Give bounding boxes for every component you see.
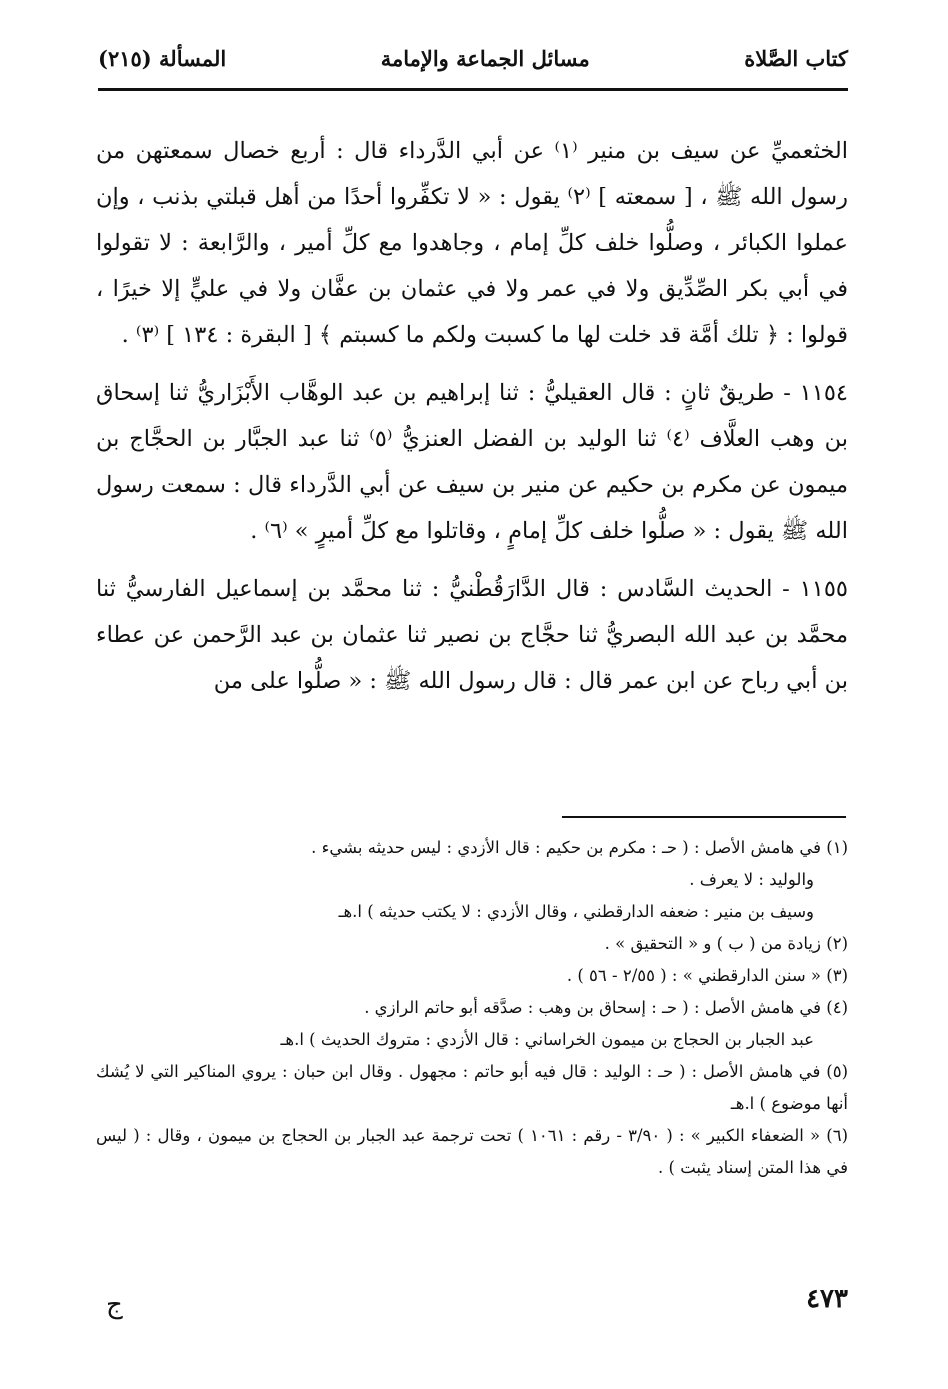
footnote-1-continued: والوليد : لا يعرف .	[689, 870, 814, 889]
footnotes	[96, 832, 848, 1184]
main-text	[96, 128, 848, 716]
header-rule	[98, 88, 848, 91]
paragraph-hadith-1154: ١١٥٤ - طريقٌ ثانٍ : قال العقيليُّ : ثنا إبراهيم بن عبد الوهَّاب الأَبْزَاريُّ ثنا إسحاق بن وهب العلَّاف ⁽٤⁾ ثنا الوليد بن الفضل العنزيُّ ⁽٥⁾ ثنا عبد الجبَّار بن الحجَّاج بن ميمون عن مكرم بن حكيم عن منير بن سيف عن أبي الدَّرداء قال : سمعت رسول الله ﷺ يقول : « صلُّوا خلف كلِّ إمامٍ ، وقاتلوا مع كلِّ أميرٍ » ⁽٦⁾ .	[96, 380, 848, 544]
question-label: المسألة (٢١٥)	[98, 45, 227, 71]
footnote-1: (١) في هامش الأصل : ( حـ : مكرم بن حكيم : قال الأزدي : ليس حديثه بشيء .	[311, 838, 848, 857]
paragraph-continuation: الخثعميِّ عن سيف بن منير ⁽١⁾ عن أبي الدَّرداء قال : أربع خصال سمعتهن من رسول الله ﷺ ، [ سمعته ] ⁽٢⁾ يقول : « لا تكفِّروا أحدًا من أهل قبلتي بذنب ، وإن عملوا الكبائر ، وصلُّوا خلف كلِّ إمام ، وجاهدوا مع كلِّ أمير ، والرَّابعة : لا تقولوا في أبي بكر الصِّدِّيق ولا في عمر ولا في عثمان بن عفَّان ولا في عليٍّ إلا خيرًا ، قولوا : ﴿ تلك أمَّة قد خلت لها ما كسبت ولكم ما كسبتم ﴾ [ البقرة : ١٣٤ ] ⁽٣⁾ .	[96, 138, 849, 348]
page-number: ٤٧٣	[806, 1284, 848, 1314]
footnote-1-continued: وسيف بن منير : ضعفه الدارقطني ، وقال الأزدي : لا يكتب حديثه ) ا.هـ	[338, 902, 814, 921]
signature-mark: ج	[106, 1290, 123, 1320]
footnote-3: (٣) « سنن الدارقطني » : ( ٢/٥٥ - ٥٦ ) .	[566, 966, 848, 985]
running-header	[98, 36, 848, 80]
footnote-4: (٤) في هامش الأصل : ( حـ : إسحاق بن وهب : صدَّقه أبو حاتم الرازي .	[364, 998, 848, 1017]
footnote-5: (٥) في هامش الأصل : ( حـ : الوليد : قال فيه أبو حاتم : مجهول . وقال ابن حبان : يروي المناكير التي لا يُشك أنها موضوع ) ا.هـ	[96, 1062, 848, 1113]
book-title: كتاب الصَّلاة	[744, 45, 848, 71]
section-title: مسائل الجماعة والإمامة	[380, 45, 590, 71]
paragraph-hadith-1155: ١١٥٥ - الحديث السَّادس : قال الدَّارَقُطْنيُّ : ثنا محمَّد بن إسماعيل الفارسيُّ ثنا محمَّد بن عبد الله البصريُّ ثنا حجَّاج بن نصير ثنا عثمان بن عبد الرَّحمن عن عطاء بن أبي رباح عن ابن عمر قال : قال رسول الله ﷺ : « صلُّوا على من	[96, 576, 848, 694]
footnote-6: (٦) « الضعفاء الكبير » : ( ٣/٩٠ - رقم : ١٠٦١ ) تحت ترجمة عبد الجبار بن الحجاج بن ميمون ، وقال : ( ليس في هذا المتن إسناد يثبت ) .	[96, 1126, 848, 1177]
footnote-2: (٢) زيادة من ( ب ) و « التحقيق » .	[604, 934, 848, 953]
footnote-4-continued: عبد الجبار بن الحجاج بن ميمون الخراساني : قال الأزدي : متروك الحديث ) ا.هـ	[280, 1030, 814, 1049]
footnote-rule	[562, 816, 846, 818]
